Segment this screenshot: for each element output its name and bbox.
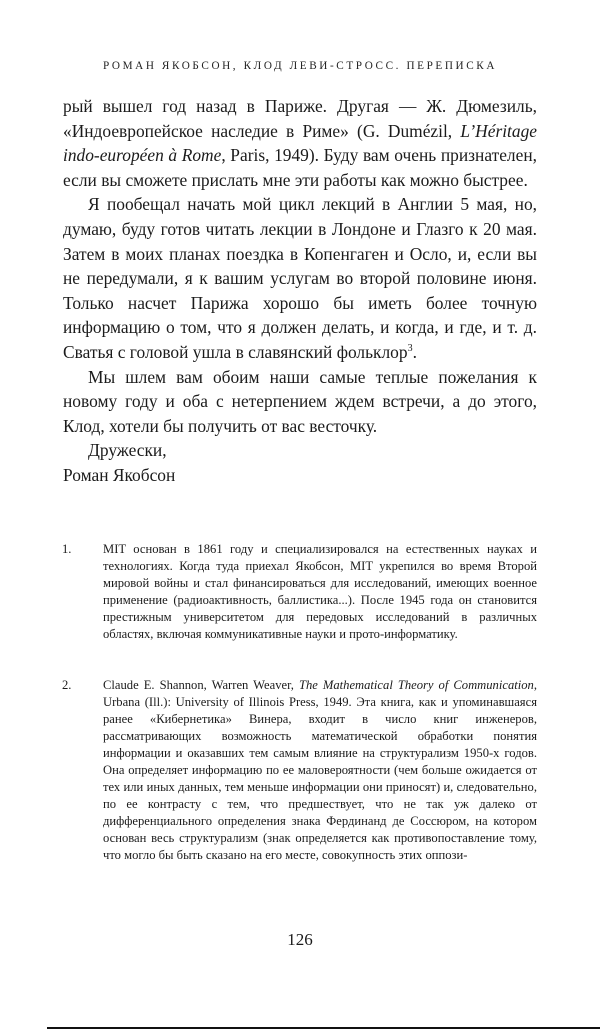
paragraph-1-text-cont: , Paris, 1949). Буду вам очень признателен, если вы сможете прислать мне эти работы как можно быстрее. xyxy=(63,145,537,190)
letter-body xyxy=(63,94,537,488)
signature: Роман Якобсон xyxy=(63,464,176,485)
page-number: 126 xyxy=(287,930,313,949)
footnote-1 xyxy=(63,541,537,643)
paragraph-2-end: . xyxy=(412,341,417,362)
footnote-text: MIT основан в 1861 году и специализировался на естественных науках и технологиях. Когда туда приехал Якобсон, MIT укрепился во время Второй мировой войны и стал финансироваться для исследований, имеющих военное применение (радиоактивность, баллистика...). После 1945 года он становится престижным университетом для передовых исследований в различных областях, включая коммуникативные науки и прото-информатику. xyxy=(103,542,537,641)
footnote-text xyxy=(103,677,537,864)
paragraph-2 xyxy=(63,192,537,364)
paragraph-1-text: рый вышел год назад в Париже. Другая — Ж. Дюмезиль, «Индоевропейское наследие в Риме» (G. Dumézil, xyxy=(63,96,537,141)
footnote-book-title: The Mathematical Theory of Communication xyxy=(298,678,534,692)
footnote-number: 1. xyxy=(62,542,72,556)
running-head: РОМАН ЯКОБСОН, КЛОД ЛЕВИ-СТРОСС. ПЕРЕПИСКА xyxy=(102,60,498,72)
paragraph-2-text: Я пообещал начать мой цикл лекций в Англии 5 мая, но, думаю, буду готов читать лекции в Лондоне и Глазго к 20 мая. Затем в моих планах поездка в Копенгаген и Осло, и, если вы не передумали, я к вашим услугам во второй половине июня. Только насчет Парижа хорошо бы иметь более точную информацию о том, что я должен делать, и когда, и где, и т. д. Сватья с головой ушла в славянский фольклор xyxy=(63,194,537,362)
paragraph-1 xyxy=(63,94,537,192)
footnote-2 xyxy=(63,677,537,864)
footnote-number: 2. xyxy=(62,678,72,692)
footnote-authors: Claude E. Shannon, Warren Weaver, xyxy=(103,678,299,692)
bottom-divider xyxy=(47,1027,600,1029)
footnote-text-cont: , Urbana (Ill.): University of Illinois Press, 1949. Эта книга, как и упоминавшаяся ранее «Кибернетика» Винера, входит в число книг инженеров, рассматривающих возможность математической обработки понятия информации и оказавших тем самым влияние на структурализм 1950-х годов. Она определяет информацию по ее маловероятности (чем больше ожидается от тех или иных данных, тем меньше информации они приносят) и, следовательно, по ее контрасту с тем, что предшествует, что не так уж далеко от дифференциального определения знака Фердинанд де Соссюром, на котором основан весь структурализм (знак определяется как противопоставление тому, что могло бы быть сказано на его месте, совокупность этих оппози- xyxy=(103,678,537,862)
paragraph-3: Мы шлем вам обоим наши самые теплые пожелания к новому году и оба с нетерпением ждем встречи, а до этого, Клод, хотели бы получить от вас весточку. xyxy=(63,366,537,436)
book-title-italic: L’Héritage indo-européen à Rome xyxy=(63,120,537,166)
footnote-ref-3[interactable]: 3 xyxy=(407,343,413,355)
closing-line: Дружески, xyxy=(88,440,167,461)
